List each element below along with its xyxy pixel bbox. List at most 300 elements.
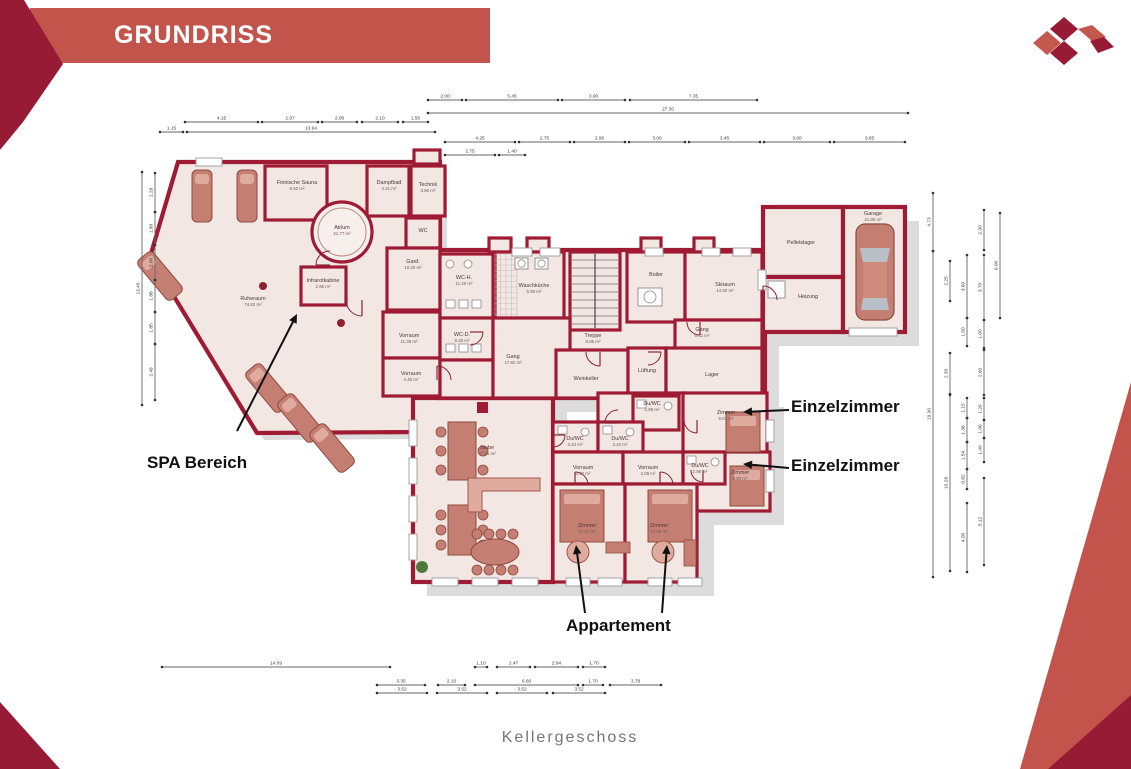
dim-label: 4.00 — [961, 532, 967, 543]
wc-fixture — [459, 344, 468, 352]
window — [409, 458, 417, 484]
window — [598, 578, 622, 586]
room-label-skiraum: Skiraum — [715, 282, 735, 288]
dim-tick — [966, 254, 969, 257]
dim-label: 2.00 — [149, 257, 155, 268]
floor-caption: Kellergeschoss — [501, 729, 639, 746]
dim-tick — [983, 249, 986, 252]
room-area-vorraum-a2: 4.09 m² — [640, 471, 656, 476]
room-label-duwc2: Du/WC — [611, 436, 629, 442]
dim-tick — [983, 319, 986, 322]
dim-tick — [609, 684, 612, 687]
dim-tick — [577, 666, 580, 669]
dim-label: 1.60 — [978, 329, 984, 339]
window — [766, 420, 774, 442]
room-label-zimmer-a1: Zimmer — [577, 523, 597, 529]
window — [409, 420, 417, 446]
dim-label: 10.28 — [944, 476, 950, 490]
dim-label: 1.38 — [961, 425, 967, 435]
chair — [436, 465, 446, 475]
room-area-ruheraum: 74.92 m² — [244, 302, 262, 307]
dim-label: 1.88 — [149, 291, 155, 301]
window — [648, 578, 672, 586]
room-area-duwc2: 3.24 m² — [612, 442, 628, 447]
dim-tick — [833, 141, 836, 144]
room-area-wc-d: 8.25 m² — [454, 338, 470, 343]
room-label-technik: Technik — [418, 182, 438, 188]
dim-tick — [389, 666, 392, 669]
dim-label: 13.94 — [304, 126, 318, 132]
dining-table — [448, 422, 476, 480]
car-rear-window — [861, 298, 889, 310]
chimney — [477, 402, 488, 413]
chair — [484, 565, 494, 575]
dim-tick — [966, 397, 969, 400]
window — [432, 578, 458, 586]
dim-tick — [427, 121, 430, 124]
dim-label: 5.12 — [978, 516, 984, 527]
dim-label: 1.54 — [961, 450, 967, 461]
dim-tick — [464, 684, 467, 687]
dim-label: 1.60 — [961, 327, 967, 337]
dim-label: 4.73 — [927, 217, 933, 227]
dim-label: 1.15 — [166, 126, 177, 132]
car-roof — [863, 262, 887, 298]
window — [566, 578, 590, 586]
room-label-gard: Gard. — [406, 259, 420, 265]
room-area-skiraum: 14.92 m² — [716, 288, 734, 293]
window — [409, 496, 417, 522]
room-label-wc-spa: WC — [418, 228, 428, 234]
toilet — [664, 402, 672, 410]
dim-label: 3.45 — [719, 136, 730, 142]
dim-tick — [397, 121, 400, 124]
dim-tick — [518, 141, 521, 144]
dim-label: 2.28 — [149, 187, 155, 198]
dim-tick — [376, 692, 379, 695]
room-label-atrium: Atrium — [334, 225, 350, 231]
dim-label: 5.45 — [507, 94, 517, 100]
dim-label: 1.90 — [149, 223, 155, 234]
window — [733, 248, 751, 256]
room-label-heizung: Heizung — [798, 294, 818, 300]
dim-label: 1.70 — [589, 661, 599, 667]
room-area-dampfbad: 4.21 m² — [381, 186, 397, 191]
room-label-vorraum-spa: Vorraum — [398, 333, 420, 339]
wc-fixture — [472, 344, 481, 352]
dim-tick — [966, 417, 969, 420]
room-area-zimmer-a2: 19.05 m² — [650, 529, 668, 534]
dim-tick — [141, 404, 144, 407]
dim-tick — [557, 99, 560, 102]
dim-tick — [602, 684, 605, 687]
car-windshield — [860, 248, 890, 262]
wc-fixture — [459, 300, 468, 308]
window — [540, 248, 560, 256]
dim-tick — [437, 684, 440, 687]
dim-tick — [361, 121, 364, 124]
side-table — [337, 319, 345, 327]
chair — [472, 529, 482, 539]
room-bump2 — [489, 238, 511, 252]
dim-tick — [569, 141, 572, 144]
room-label-weinkeller: Weinkeller — [573, 376, 599, 382]
room-area-gard: 10.20 m² — [404, 265, 422, 270]
window — [678, 578, 702, 586]
dim-label: 2.60 — [978, 367, 984, 378]
dim-label: 3.35 — [396, 679, 406, 685]
wc-fixture — [472, 300, 481, 308]
dim-tick — [427, 99, 430, 102]
window — [512, 248, 532, 256]
dim-label: 1.15 — [961, 403, 967, 413]
dim-tick — [514, 141, 517, 144]
dim-tick — [949, 352, 952, 355]
chair — [496, 565, 506, 575]
dim-tick — [426, 692, 429, 695]
dim-tick — [474, 684, 477, 687]
dim-label: 3.60 — [961, 281, 967, 292]
dim-tick — [983, 437, 986, 440]
room-area-vorraum-spa2: 4.40 m² — [403, 377, 419, 382]
dim-label: 1.70 — [588, 679, 598, 685]
room-area-sauna: 6.52 m² — [289, 186, 305, 191]
dim-tick — [932, 250, 935, 253]
dim-tick — [184, 121, 187, 124]
chair — [508, 565, 518, 575]
dim-tick — [983, 477, 986, 480]
dim-tick — [424, 684, 427, 687]
dim-tick — [829, 141, 832, 144]
dim-tick — [624, 141, 627, 144]
dim-label: 2.47 — [508, 661, 519, 667]
toilet — [711, 458, 719, 466]
bench — [684, 540, 696, 566]
toilet — [446, 260, 454, 268]
lounger — [192, 170, 212, 222]
plant — [416, 561, 428, 573]
dim-label: 3.52 — [457, 687, 467, 693]
dim-tick — [907, 112, 910, 115]
room-weinkeller — [556, 350, 628, 398]
dim-label: 3.78 — [630, 679, 641, 685]
dim-label: 1.85 — [149, 323, 155, 333]
window — [766, 470, 774, 492]
chair — [484, 529, 494, 539]
dim-tick — [496, 666, 499, 669]
dim-tick — [999, 317, 1002, 320]
dim-tick — [999, 212, 1002, 215]
dim-tick — [552, 692, 555, 695]
annotation-einzelzimmer-2: Einzelzimmer — [791, 456, 900, 475]
chair — [436, 540, 446, 550]
room-area-zimmer-e2: 9.93 m² — [732, 476, 748, 481]
dim-tick — [983, 394, 986, 397]
dim-tick — [154, 343, 157, 346]
annotation-einzelzimmer-1: Einzelzimmer — [791, 397, 900, 416]
dim-tick — [932, 192, 935, 195]
chair — [508, 529, 518, 539]
dim-tick — [257, 121, 260, 124]
dim-label: 2.25 — [944, 276, 950, 286]
dim-label: 2.00 — [440, 94, 450, 100]
room-area-waschkueche: 5.90 m² — [526, 289, 542, 294]
room-label-gang-ost: Gang — [695, 327, 709, 333]
dim-tick — [966, 468, 969, 471]
chair — [478, 465, 488, 475]
dim-label: 3.70 — [978, 282, 984, 293]
dim-tick — [154, 244, 157, 247]
dim-label: 13.45 — [136, 282, 142, 295]
room-label-lager: Lager — [705, 372, 719, 378]
window — [409, 534, 417, 560]
room-label-wc-d: WC-D. — [453, 332, 471, 338]
dim-tick — [321, 121, 324, 124]
dim-label: 2.10 — [375, 116, 385, 122]
dim-tick — [154, 211, 157, 214]
lounger — [237, 170, 257, 222]
dim-tick — [444, 154, 447, 157]
dim-label: 2.75 — [539, 136, 550, 142]
room-label-vorraum-a1: Vorraum — [572, 465, 594, 471]
dim-label: 3.52 — [397, 687, 407, 693]
room-gang-ost — [675, 320, 762, 350]
room-dampfbad — [367, 166, 409, 216]
dim-tick — [684, 141, 687, 144]
chair — [496, 529, 506, 539]
window — [702, 248, 720, 256]
toilet — [581, 428, 589, 436]
room-label-stube: Stube — [479, 445, 495, 451]
room-label-duwc4: Du/WC — [691, 463, 709, 469]
wc-fixture — [446, 344, 455, 352]
room-label-treppe: Treppe — [584, 333, 602, 339]
annotation-appartement: Appartement — [566, 616, 671, 635]
dim-label: 2.10 — [446, 679, 457, 685]
room-area-stube: 67.91 m² — [478, 451, 496, 456]
room-area-technik: 3.60 m² — [420, 188, 436, 193]
dim-label: 2.30 — [944, 368, 950, 379]
dim-tick — [628, 141, 631, 144]
dim-label: 1.06 — [978, 424, 984, 434]
dim-tick — [461, 99, 464, 102]
dim-label: 3.52 — [574, 687, 584, 693]
wc-fixture — [603, 426, 612, 434]
room-boiler — [627, 252, 685, 322]
dim-tick — [966, 502, 969, 505]
room-gard — [387, 248, 440, 310]
bed-pillow — [564, 494, 600, 504]
dim-tick — [524, 154, 527, 157]
dim-label: 19.30 — [927, 407, 933, 421]
dim-tick — [660, 684, 663, 687]
room-label-zimmer-e2: Zimmer — [730, 470, 750, 476]
bed-pillow — [652, 494, 688, 504]
room-area-infrarot: 2.96 m² — [315, 284, 331, 289]
dim-tick — [154, 311, 157, 314]
dim-label: 1.40 — [978, 445, 984, 455]
dim-label: 2.97 — [285, 116, 295, 122]
dim-tick — [688, 141, 691, 144]
dim-label: 2.90 — [594, 136, 605, 142]
dim-label: 1.10 — [476, 661, 486, 667]
dim-label: 3.60 — [792, 136, 802, 142]
window — [472, 578, 498, 586]
dim-tick — [154, 172, 157, 175]
wc-fixture — [558, 426, 567, 434]
dim-tick — [983, 397, 986, 400]
dim-tick — [966, 317, 969, 320]
room-area-vorraum-a1: 3.92 m² — [575, 471, 591, 476]
dim-tick — [763, 141, 766, 144]
page-title: GRUNDRISS — [114, 21, 274, 49]
chair — [436, 525, 446, 535]
room-label-zimmer-a2: Zimmer — [649, 523, 669, 529]
dim-tick — [932, 576, 935, 579]
room-area-gang-ost: 6.62 m² — [694, 333, 710, 338]
room-area-wc-h: 11.40 m² — [455, 281, 473, 286]
room-area-zimmer-a1: 17.47 m² — [578, 529, 596, 534]
dim-tick — [983, 209, 986, 212]
window — [196, 158, 222, 166]
dim-tick — [949, 570, 952, 573]
room-label-duwc3: Du/WC — [643, 401, 661, 407]
room-label-duwc1: Du/WC — [566, 436, 584, 442]
dim-tick — [376, 684, 379, 687]
room-area-gang-main: 17.82 m² — [504, 360, 522, 365]
dim-tick — [182, 131, 185, 134]
dim-tick — [486, 666, 489, 669]
dim-tick — [983, 461, 986, 464]
chair — [478, 427, 488, 437]
dim-label: 2.49 — [149, 367, 155, 377]
oval-table — [471, 539, 519, 565]
room-area-duwc1: 3.24 m² — [567, 442, 583, 447]
room-label-boiler: Boiler — [649, 272, 663, 278]
dim-label: 4.15 — [216, 116, 227, 122]
room-area-treppe: 8.85 m² — [585, 339, 601, 344]
dim-tick — [604, 692, 607, 695]
toilet — [626, 428, 634, 436]
dim-label: 2.30 — [978, 225, 984, 235]
annotation-spa-bereich: SPA Bereich — [147, 453, 248, 472]
room-bump1 — [414, 150, 440, 164]
dim-tick — [154, 279, 157, 282]
room-label-sauna: Finnische Sauna — [276, 180, 318, 186]
dim-label: 1.40 — [507, 149, 517, 155]
room-label-gang-main: Gang — [506, 354, 520, 360]
dim-tick — [154, 399, 157, 402]
dim-label: 1.26 — [978, 404, 984, 414]
dim-label: 3.52 — [517, 687, 527, 693]
window — [849, 328, 897, 336]
bed-pillow — [730, 416, 756, 426]
dim-label: 6.60 — [521, 679, 532, 685]
dim-tick — [949, 260, 952, 263]
chair — [436, 427, 446, 437]
room-hall1 — [440, 360, 493, 398]
dim-tick — [486, 692, 489, 695]
dim-tick — [577, 684, 580, 687]
dim-tick — [498, 154, 501, 157]
room-label-vorraum-spa2: Vorraum — [400, 371, 422, 377]
room-area-atrium: 21.77 m² — [333, 231, 351, 236]
chair — [472, 565, 482, 575]
room-label-zimmer-e1: Zimmer — [716, 410, 736, 416]
room-label-garage: Garage — [864, 211, 882, 217]
dim-tick — [966, 571, 969, 574]
dim-tick — [966, 345, 969, 348]
lounger-pillow — [240, 174, 254, 184]
room-area-zimmer-e1: 9.01 m² — [718, 416, 734, 421]
room-label-dampfbad: Dampfbad — [376, 180, 402, 186]
dim-tick — [629, 99, 632, 102]
wc-fixture — [446, 300, 455, 308]
dim-tick — [573, 141, 576, 144]
room-label-waschkueche: Waschküche — [518, 283, 550, 289]
dim-tick — [534, 666, 537, 669]
dim-tick — [141, 171, 144, 174]
room-label-wc-h: WC-H. — [455, 275, 473, 281]
dim-tick — [465, 99, 468, 102]
lounger-pillow — [195, 174, 209, 184]
window — [645, 248, 663, 256]
dim-tick — [983, 419, 986, 422]
room-area-duwc3: 2.98 m² — [644, 407, 660, 412]
window — [758, 270, 766, 290]
dim-tick — [561, 99, 564, 102]
chair — [436, 446, 446, 456]
dim-label: 2.75 — [465, 149, 475, 155]
dim-tick — [261, 121, 264, 124]
room-label-infrarot: Infrarotkabine — [306, 278, 340, 284]
dim-tick — [983, 564, 986, 567]
room-area-duwc4: 2.98 m² — [692, 469, 708, 474]
dim-tick — [983, 349, 986, 352]
room-area-vorraum-spa: 11.38 m² — [400, 339, 418, 344]
room-area-garage: 21.80 m² — [864, 217, 882, 222]
dim-tick — [983, 254, 986, 257]
dim-label: 2.06 — [334, 116, 345, 122]
dim-tick — [159, 131, 162, 134]
dim-label: 27.30 — [661, 107, 675, 113]
round-table — [652, 541, 674, 563]
chair — [436, 510, 446, 520]
dim-tick — [604, 666, 607, 669]
dim-label: 14.09 — [269, 661, 283, 667]
dim-tick — [904, 141, 907, 144]
dim-tick — [582, 666, 585, 669]
dim-label: 1.50 — [410, 116, 421, 122]
dim-tick — [582, 684, 585, 687]
dim-tick — [444, 141, 447, 144]
dim-label: 3.90 — [588, 94, 599, 100]
dim-tick — [161, 666, 164, 669]
dim-tick — [496, 692, 499, 695]
dim-tick — [949, 394, 952, 397]
dim-label: 2.94 — [551, 661, 562, 667]
dim-tick — [402, 121, 405, 124]
dim-tick — [966, 488, 969, 491]
dim-tick — [949, 300, 952, 303]
dim-tick — [966, 441, 969, 444]
dim-tick — [756, 99, 759, 102]
dim-tick — [546, 692, 549, 695]
toilet — [464, 260, 472, 268]
room-label-pelletslager: Pelletslager — [786, 240, 816, 246]
room-label-ruheraum: Ruheraum — [240, 296, 266, 302]
dim-label: 4.25 — [475, 136, 485, 142]
